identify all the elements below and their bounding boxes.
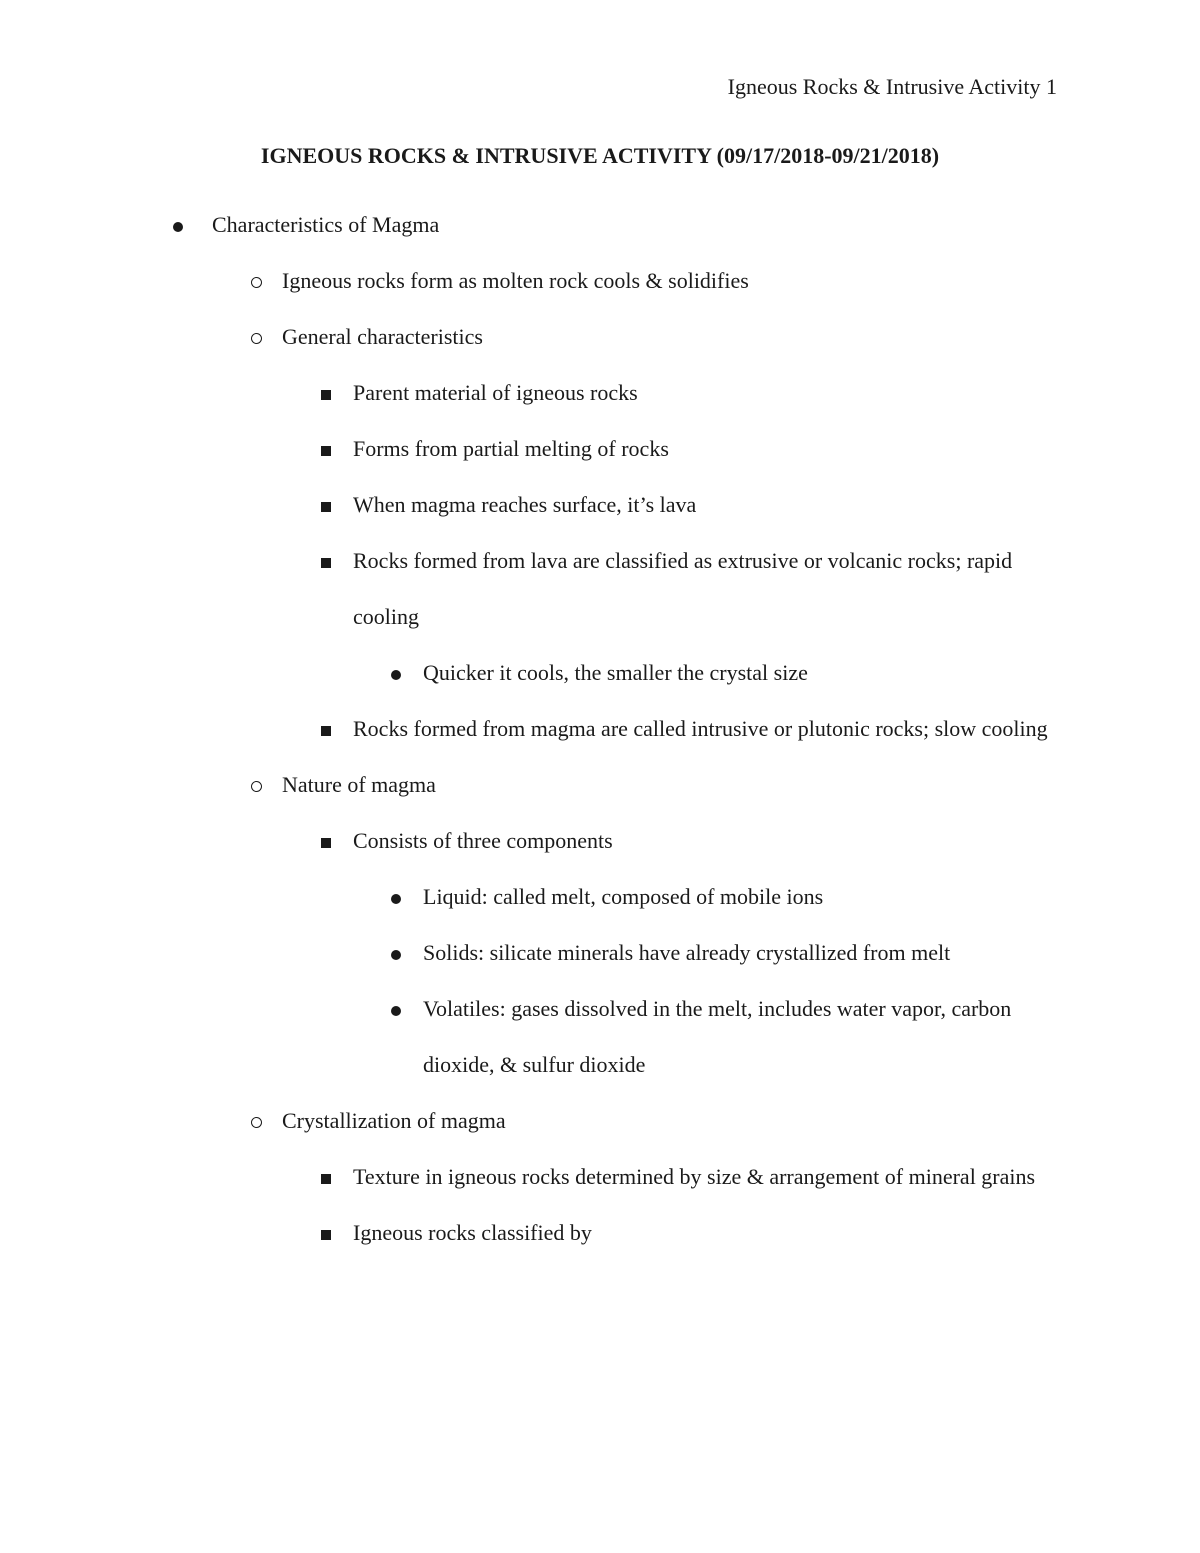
outline-item-level-4 — [0, 869, 1200, 925]
outline-item-text: Forms from partial melting of rocks — [353, 436, 669, 461]
outline-item-text: Consists of three components — [353, 828, 613, 853]
outline-item-level-2 — [0, 253, 1200, 309]
filled-circle-bullet-icon — [386, 869, 406, 925]
filled-square-bullet-icon — [316, 1149, 336, 1205]
outline-item-text: Texture in igneous rocks determined by size & arrangement of mineral grains — [353, 1164, 1036, 1189]
outline-item-text: Liquid: called melt, composed of mobile ions — [423, 884, 824, 909]
outline-item-text: Crystallization of magma — [282, 1108, 506, 1133]
filled-circle-bullet-icon — [168, 197, 188, 253]
outline-item-text: Igneous rocks classified by — [353, 1220, 592, 1245]
outline-item-level-4 — [0, 645, 1200, 701]
outline-item-text: Rocks formed from magma are called intrusive or plutonic rocks; slow cooling — [353, 716, 1048, 741]
outline-item-text: When magma reaches surface, it’s lava — [353, 492, 697, 517]
hollow-circle-bullet-icon — [246, 253, 266, 309]
outline-item-text: Characteristics of Magma — [212, 212, 440, 237]
filled-square-bullet-icon — [316, 421, 336, 477]
outline-item-level-2 — [0, 1093, 1200, 1149]
filled-square-bullet-icon — [316, 813, 336, 869]
outline-item-level-3 — [0, 477, 1200, 533]
hollow-circle-bullet-icon — [246, 1093, 266, 1149]
outline-item-text: General characteristics — [282, 324, 483, 349]
outline-item-level-3 — [0, 421, 1200, 477]
filled-square-bullet-icon — [316, 1205, 336, 1261]
outline-item-level-3 — [0, 533, 1200, 645]
outline-item-text: Solids: silicate minerals have already crystallized from melt — [423, 940, 951, 965]
outline-item-level-3 — [0, 365, 1200, 421]
outline-item-level-4 — [0, 925, 1200, 981]
filled-square-bullet-icon — [316, 701, 336, 757]
filled-circle-bullet-icon — [386, 645, 406, 701]
outline-item-text: Volatiles: gases dissolved in the melt, includes water vapor, carbon dioxide, & sulfur dioxide — [423, 996, 1012, 1077]
outline-item-text: Nature of magma — [282, 772, 436, 797]
outline-item-text: Quicker it cools, the smaller the crystal size — [423, 660, 808, 685]
outline-item-level-4 — [0, 981, 1200, 1093]
filled-square-bullet-icon — [316, 477, 336, 533]
outline-item-level-3 — [0, 1149, 1200, 1205]
outline-item-text: Igneous rocks form as molten rock cools & solidifies — [282, 268, 749, 293]
outline-item-level-2 — [0, 309, 1200, 365]
outline-item-text: Rocks formed from lava are classified as extrusive or volcanic rocks; rapid cooling — [353, 548, 1013, 629]
hollow-circle-bullet-icon — [246, 309, 266, 365]
hollow-circle-bullet-icon — [246, 757, 266, 813]
outline-item-level-2 — [0, 757, 1200, 813]
filled-square-bullet-icon — [316, 365, 336, 421]
filled-square-bullet-icon — [316, 533, 336, 589]
outline-item-level-3 — [0, 1205, 1200, 1261]
outline-item-text: Parent material of igneous rocks — [353, 380, 638, 405]
outline-item-level-3 — [0, 813, 1200, 869]
outline-list — [0, 197, 1200, 1261]
running-head: Igneous Rocks & Intrusive Activity 1 — [727, 74, 1057, 99]
document-title: IGNEOUS ROCKS & INTRUSIVE ACTIVITY (09/17/2018-09/21/2018) — [260, 143, 940, 168]
filled-circle-bullet-icon — [386, 981, 406, 1037]
outline-item-level-3 — [0, 701, 1200, 757]
outline-item-level-1 — [0, 197, 1200, 253]
filled-circle-bullet-icon — [386, 925, 406, 981]
